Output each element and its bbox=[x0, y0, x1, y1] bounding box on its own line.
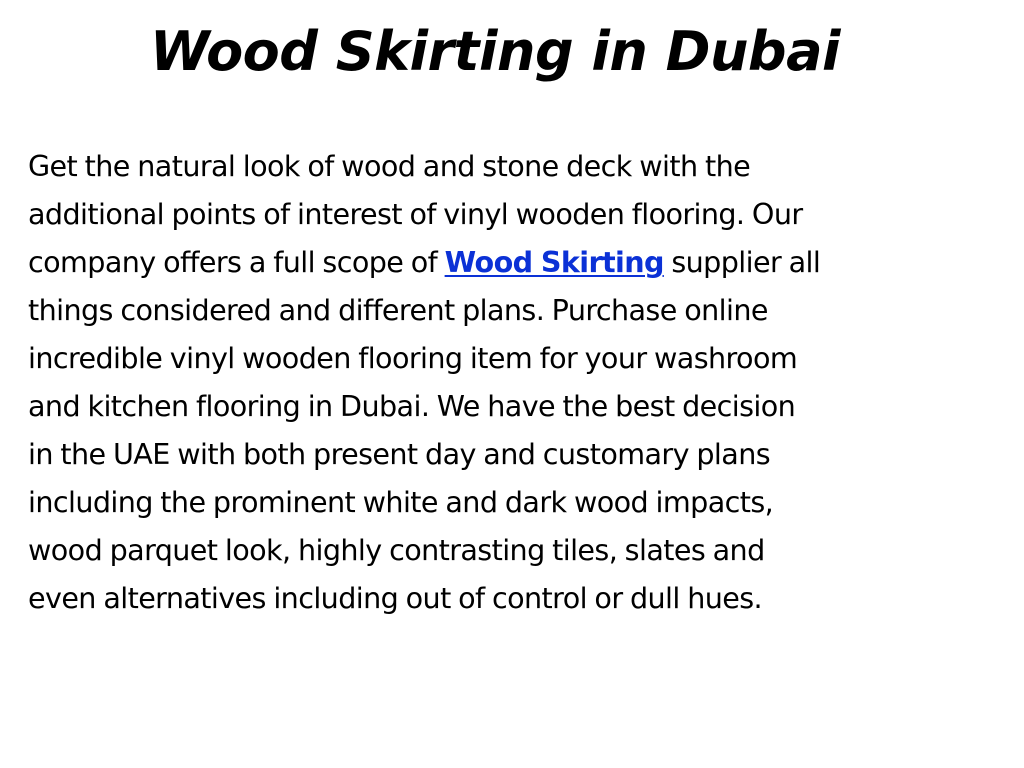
body-line-3-end: supplier all bbox=[663, 245, 821, 279]
slide-body-paragraph bbox=[28, 142, 1013, 622]
body-line-9: wood parquet look, highly contrasting tiles, slates and bbox=[28, 533, 765, 567]
body-line-6: and kitchen flooring in Dubai. We have the best decision bbox=[28, 389, 796, 423]
wood-skirting-link[interactable]: Wood Skirting bbox=[444, 245, 664, 279]
body-line-3 bbox=[28, 245, 820, 279]
body-line-10: even alternatives including out of control or dull hues. bbox=[28, 581, 763, 615]
body-line-2: additional points of interest of vinyl wooden flooring. Our bbox=[28, 197, 803, 231]
body-line-4: things considered and different plans. Purchase online bbox=[28, 293, 768, 327]
slide-title: Wood Skirting in Dubai bbox=[149, 20, 841, 83]
body-line-7: in the UAE with both present day and customary plans bbox=[28, 437, 771, 471]
body-line-3-start: company offers a full scope of bbox=[28, 245, 445, 279]
body-line-8: including the prominent white and dark wood impacts, bbox=[28, 485, 774, 519]
body-line-1: Get the natural look of wood and stone deck with the bbox=[28, 149, 751, 183]
body-line-5: incredible vinyl wooden flooring item for your washroom bbox=[28, 341, 798, 375]
